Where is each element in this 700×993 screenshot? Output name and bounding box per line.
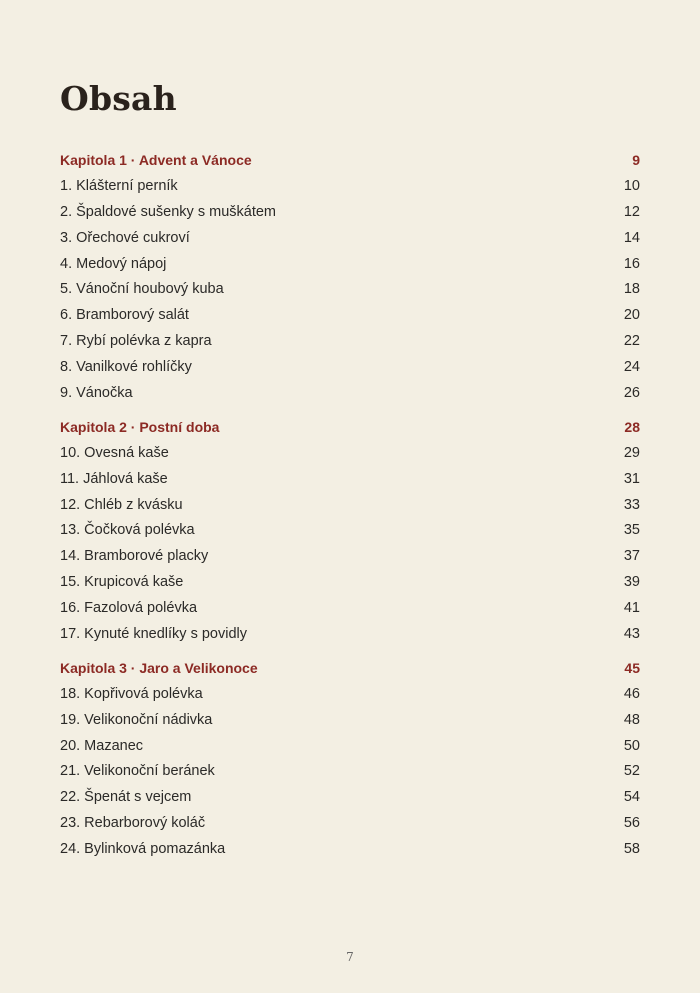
- toc-entry[interactable]: [60, 681, 640, 707]
- entry-page: 22: [623, 333, 640, 350]
- entry-page: 29: [623, 444, 640, 461]
- entry-title: 8. Vanilkové rohlíčky: [60, 359, 192, 376]
- page-number: 7: [346, 950, 354, 964]
- entry-page: 54: [623, 789, 640, 806]
- toc-entry[interactable]: [60, 466, 640, 492]
- chapter-section: [60, 414, 640, 647]
- toc-entry[interactable]: [60, 225, 640, 251]
- toc-entry[interactable]: [60, 758, 640, 784]
- entry-page: 24: [623, 359, 640, 376]
- entry-page: 56: [623, 815, 640, 832]
- entry-title: 2. Špaldové sušenky s muškátem: [60, 203, 276, 220]
- chapter-title: Kapitola 1 · Advent a Vánoce: [60, 151, 252, 168]
- entry-page: 50: [623, 737, 640, 754]
- chapter-page: 45: [624, 659, 640, 676]
- entry-title: 21. Velikonoční beránek: [60, 763, 215, 780]
- entry-page: 26: [623, 384, 640, 401]
- entry-title: 12. Chléb z kvásku: [60, 496, 183, 513]
- toc-entry[interactable]: [60, 302, 640, 328]
- entry-title: 9. Vánočka: [60, 384, 133, 401]
- entry-title: 22. Špenát s vejcem: [60, 789, 192, 806]
- entry-title: 10. Ovesná kaše: [60, 444, 169, 461]
- chapter-section: [60, 655, 640, 862]
- entry-title: 18. Kopřivová polévka: [60, 685, 203, 702]
- toc-entry[interactable]: [60, 621, 640, 647]
- entry-title: 7. Rybí polévka z kapra: [60, 333, 212, 350]
- entry-title: 16. Fazolová polévka: [60, 600, 198, 617]
- toc-entry[interactable]: [60, 199, 640, 225]
- toc-entry[interactable]: [60, 733, 640, 759]
- entry-page: 33: [623, 496, 640, 513]
- entry-page: 35: [623, 522, 640, 539]
- toc-entry[interactable]: [60, 569, 640, 595]
- toc-entry[interactable]: [60, 380, 640, 406]
- chapter-section: [60, 147, 640, 406]
- entry-page: 31: [623, 470, 640, 487]
- toc-entry[interactable]: [60, 251, 640, 277]
- entry-title: 20. Mazanec: [60, 737, 144, 754]
- entry-page: 39: [623, 574, 640, 591]
- toc-entry[interactable]: [60, 354, 640, 380]
- chapter-page: 9: [632, 151, 640, 168]
- chapter-title: Kapitola 2 · Postní doba: [60, 418, 220, 435]
- entry-page: 43: [623, 625, 640, 642]
- entry-title: 19. Velikonoční nádivka: [60, 711, 213, 728]
- entry-title: 17. Kynuté knedlíky s povidly: [60, 625, 247, 642]
- toc-entry[interactable]: [60, 810, 640, 836]
- entry-page: 18: [623, 281, 640, 298]
- entry-page: 37: [623, 548, 640, 565]
- toc-entry[interactable]: [60, 784, 640, 810]
- entry-page: 16: [623, 255, 640, 272]
- chapter-heading[interactable]: [60, 414, 640, 440]
- toc-entry[interactable]: [60, 836, 640, 862]
- entry-title: 15. Krupicová kaše: [60, 574, 184, 591]
- chapter-heading[interactable]: [60, 147, 640, 173]
- chapter-heading[interactable]: [60, 655, 640, 681]
- entry-page: 46: [623, 685, 640, 702]
- toc-entry[interactable]: [60, 328, 640, 354]
- entry-page: 41: [623, 600, 640, 617]
- chapter-page: 28: [624, 418, 640, 435]
- entry-title: 6. Bramborový salát: [60, 307, 189, 324]
- entry-title: 5. Vánoční houbový kuba: [60, 281, 224, 298]
- toc-entry[interactable]: [60, 173, 640, 199]
- table-of-contents: [60, 147, 640, 862]
- entry-title: 13. Čočková polévka: [60, 522, 195, 539]
- entry-title: 14. Bramborové placky: [60, 548, 209, 565]
- entry-page: 58: [623, 841, 640, 858]
- entry-title: 1. Klášterní perník: [60, 177, 178, 194]
- entry-page: 10: [623, 177, 640, 194]
- chapter-title: Kapitola 3 · Jaro a Velikonoce: [60, 659, 258, 676]
- entry-title: 24. Bylinková pomazánka: [60, 841, 226, 858]
- entry-page: 12: [623, 203, 640, 220]
- entry-title: 4. Medový nápoj: [60, 255, 167, 272]
- toc-entry[interactable]: [60, 517, 640, 543]
- toc-entry[interactable]: [60, 492, 640, 518]
- toc-entry[interactable]: [60, 276, 640, 302]
- entry-page: 14: [623, 229, 640, 246]
- toc-entry[interactable]: [60, 707, 640, 733]
- toc-entry[interactable]: [60, 595, 640, 621]
- entry-page: 48: [623, 711, 640, 728]
- entry-page: 52: [623, 763, 640, 780]
- toc-entry[interactable]: [60, 440, 640, 466]
- page-title: Obsah: [60, 79, 177, 118]
- entry-title: 11. Jáhlová kaše: [60, 470, 168, 487]
- entry-page: 20: [623, 307, 640, 324]
- toc-entry[interactable]: [60, 543, 640, 569]
- entry-title: 3. Ořechové cukroví: [60, 229, 190, 246]
- entry-title: 23. Rebarborový koláč: [60, 815, 206, 832]
